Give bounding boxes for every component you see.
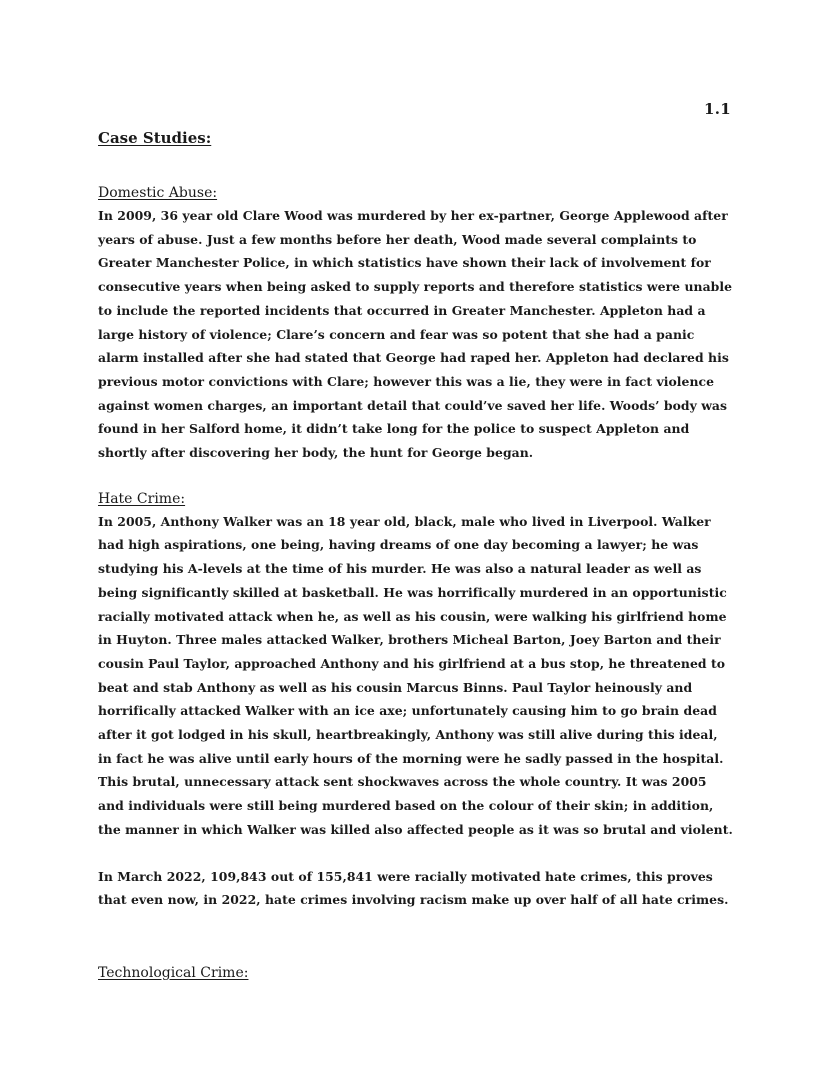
document-body	[98, 127, 734, 984]
section-heading: Technological Crime:	[98, 964, 249, 981]
paragraph: In 2005, Anthony Walker was an 18 year old, black, male who lived in Liverpool. Walker had high aspirations, one being, having dreams of one day becoming a lawyer; he was studying his A-levels at the time of his murder. He was also a natural leader as well as being significantly skilled at basketball. He was horrifically murdered in an opportunistic racially motivated attack when he, as well as his cousin, were walking his girlfriend home in Huyton. Three males attacked Walker, brothers Micheal Barton, Joey Barton and their cousin Paul Taylor, approached Anthony and his girlfriend at a bus stop, he threatened to beat and stab Anthony as well as his cousin Marcus Binns. Paul Taylor heinously and horrifically attacked Walker with an ice axe; unfortunately causing him to go brain dead after it got lodged in his skull, heartbreakingly, Anthony was still alive during this ideal, in fact he was alive until early hours of the morning were he sadly passed in the hospital. This brutal, unnecessary attack sent shockwaves across the whole country. It was 2005 and individuals were still being murdered based on the colour of their skin; in addition, the manner in which Walker was killed also affected people as it was so brutal and violent.	[98, 513, 733, 837]
section-heading: Domestic Abuse:	[98, 185, 218, 201]
page-number: 1.1	[704, 100, 731, 118]
section-technological-crime	[98, 962, 734, 984]
section-hate-crime	[98, 488, 734, 912]
section-domestic-abuse	[98, 182, 734, 465]
main-heading: Case Studies:	[98, 129, 212, 147]
paragraph: In 2009, 36 year old Clare Wood was murdered by her ex-partner, George Applewood after years of abuse. Just a few months before her death, Wood made several complaints to Greater Manchester Police, in which statistics have shown their lack of involvement for consecutive years when being asked to supply reports and therefore statistics were unable to include the reported incidents that occurred in Greater Manchester. Appleton had a large history of violence; Clare’s concern and fear was so potent that she had a panic alarm installed after she had stated that George had raped her. Appleton had declared his previous motor convictions with Clare; however this was a lie, they were in fact violence against women charges, an important detail that could’ve saved her life. Woods’ body was found in her Salford home, it didn’t take long for the police to suspect Appleton and shortly after discovering her body, the hunt for George began.	[98, 208, 733, 461]
paragraph: In March 2022, 109,843 out of 155,841 were racially motivated hate crimes, this proves that even now, in 2022, hate crimes involving racism make up over half of all hate crimes.	[98, 868, 729, 908]
section-heading: Hate Crime:	[98, 490, 186, 507]
